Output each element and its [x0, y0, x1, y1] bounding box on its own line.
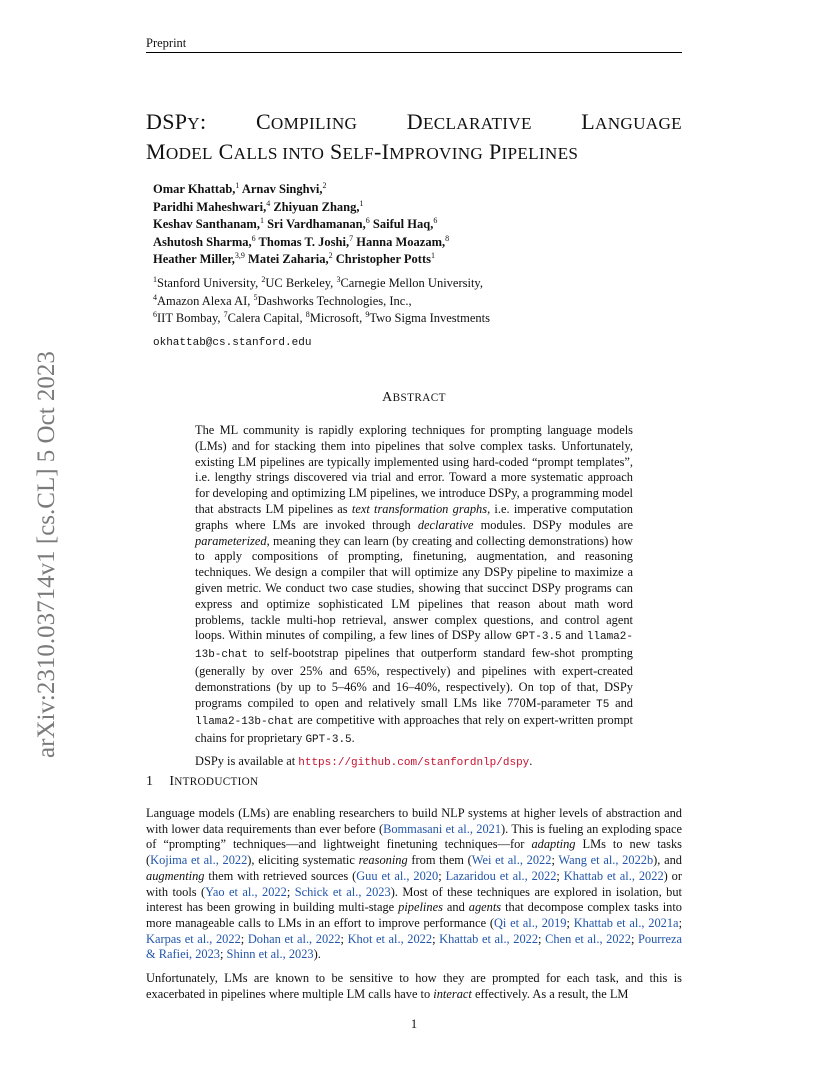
- citation-link[interactable]: Wang et al., 2022b: [558, 853, 654, 868]
- author-name: Heather Miller,: [153, 252, 235, 266]
- citation-link[interactable]: Wei et al., 2022: [471, 853, 552, 868]
- affiliation-name: Calera Capital,: [227, 311, 303, 325]
- citation-link[interactable]: Schick et al., 2023: [294, 884, 391, 899]
- emphasis: adapting: [531, 837, 576, 852]
- emphasis: augmenting: [146, 868, 205, 883]
- author-affiliation-mark: 1: [259, 216, 264, 225]
- author-name: Matei Zaharia,: [248, 252, 329, 266]
- header-rule: [146, 52, 682, 53]
- author-name: Zhiyuan Zhang,: [273, 199, 360, 214]
- text-run: ;: [240, 931, 248, 946]
- author-name: Saiful Haq,: [372, 217, 434, 231]
- affiliation-mark: 8: [305, 310, 310, 319]
- abstract-heading: ABSTRACT: [382, 390, 446, 405]
- affiliation-mark: 5: [253, 292, 258, 302]
- affiliation-mark: 3: [336, 275, 341, 284]
- author-affiliation-mark: 7: [349, 233, 354, 243]
- author-affiliation-mark: 6: [251, 233, 256, 243]
- author-name: Paridhi Maheshwari,: [153, 199, 267, 214]
- citation-link[interactable]: Yao et al., 2022: [205, 884, 287, 899]
- affiliation-name: UC Berkeley,: [265, 276, 334, 290]
- running-header: Preprint: [146, 36, 187, 50]
- text-run: ), eliciting systematic: [247, 853, 359, 868]
- affiliation-name: Stanford University,: [157, 276, 259, 290]
- emphasis: interact: [433, 986, 472, 1001]
- emphasis: agents: [468, 900, 502, 915]
- text-run: ;: [551, 853, 559, 868]
- text-run: ). This is fueling an exploding space of “prompting” techniques—and lightweight finetuning techniques—for: [146, 821, 682, 852]
- text-run: from them (: [407, 853, 472, 868]
- author-affiliation-mark: 3,9: [234, 251, 245, 260]
- affiliation-mark: 4: [153, 292, 157, 302]
- affiliation-name: Two Sigma Investments: [369, 311, 490, 325]
- page-number: 1: [410, 1017, 418, 1031]
- citation-link[interactable]: Khattab et al., 2022: [563, 868, 664, 883]
- affiliation-mark: 7: [223, 310, 228, 319]
- citation-link[interactable]: Qi et al., 2019: [493, 915, 567, 930]
- citation-link[interactable]: Khattab et al., 2022: [439, 931, 539, 946]
- author-name: Hanna Moazam,: [356, 234, 446, 249]
- author-affiliation-mark: 1: [235, 181, 240, 190]
- citation-link[interactable]: Karpas et al., 2022: [146, 931, 241, 946]
- text-run: and: [442, 900, 469, 915]
- text-run: LMs to new tasks (: [146, 837, 682, 868]
- arxiv-id: arXiv:2310.03714v1 [cs.CL] 5 Oct 2023: [33, 351, 60, 758]
- emphasis: reasoning: [358, 853, 408, 868]
- intro-paragraph-2: [146, 971, 682, 1002]
- affiliation-mark: 6: [153, 310, 157, 319]
- affiliation-mark: 2: [261, 275, 266, 284]
- availability-note: DSPy is available at https://github.com/stanfordnlp/dspy.: [195, 753, 533, 769]
- citation-link[interactable]: Pourreza & Rafiei, 2023: [146, 931, 683, 962]
- citation-link[interactable]: Bommasani et al., 2021: [383, 821, 502, 836]
- text-run: ), and: [653, 853, 682, 868]
- author-name: Christopher Potts: [335, 252, 431, 266]
- citation-link[interactable]: Khattab et al., 2021a: [573, 915, 679, 930]
- author-affiliation-mark: 8: [445, 233, 450, 243]
- text-run: ;: [432, 931, 440, 946]
- github-link[interactable]: https://github.com/stanfordnlp/dspy: [298, 756, 530, 769]
- text-run: ).: [313, 947, 321, 962]
- author-affiliation-mark: 2: [322, 181, 327, 190]
- text-run: ) or with tools (: [146, 868, 683, 899]
- citation-link[interactable]: Guu et al., 2020: [356, 868, 439, 883]
- text-run: ;: [220, 947, 227, 962]
- text-run: that decompose complex tasks into more manageable calls to LMs in an effort to improve performance (: [146, 900, 683, 930]
- citation-link[interactable]: Dohan et al., 2022: [247, 931, 341, 946]
- arxiv-stamp: [33, 298, 61, 758]
- citation-link[interactable]: Lazaridou et al., 2022: [445, 868, 557, 883]
- affiliation-mark: 9: [365, 310, 370, 319]
- introduction-body: [146, 806, 682, 1010]
- author-name: Keshav Santhanam,: [153, 217, 260, 231]
- author-affiliation-mark: 1: [359, 198, 364, 208]
- text-run: Unfortunately, LMs are known to be sensitive to how they are prompted for each task, and this is exacerbated in pipelines where multiple LM calls have to: [146, 971, 682, 1001]
- text-run: ). Most of these techniques are explored in isolation, but interest has been growing in building multi-stage: [146, 884, 682, 915]
- author-affiliation-mark: 1: [430, 251, 435, 260]
- citation-link[interactable]: Kojima et al., 2022: [150, 853, 248, 868]
- affiliation-name: Carnegie Mellon University,: [340, 276, 483, 290]
- text-run: ;: [566, 915, 574, 930]
- text-run: them with retrieved sources (: [204, 868, 357, 883]
- text-run: ;: [556, 868, 564, 883]
- affiliation-name: IIT Bombay,: [157, 311, 221, 325]
- text-run: ;: [438, 868, 446, 883]
- author-affiliation-mark: 2: [328, 251, 333, 260]
- citation-link[interactable]: Shinn et al., 2023: [226, 947, 314, 962]
- text-run: ;: [286, 884, 295, 899]
- text-run: ;: [538, 931, 546, 946]
- author-name: Ashutosh Sharma,: [153, 234, 252, 249]
- affiliation-name: Microsoft,: [309, 311, 363, 325]
- author-affiliation-mark: 4: [266, 198, 271, 208]
- author-name: Sri Vardhamanan,: [267, 217, 366, 231]
- author-list: [153, 181, 449, 269]
- citation-link[interactable]: Khot et al., 2022: [347, 931, 433, 946]
- contact-email[interactable]: okhattab@cs.stanford.edu: [153, 337, 312, 349]
- paper-title: DSPY: COMPILING DECLARATIVE LANGUAGE MODEL CALLS INTO SELF-IMPROVING PIPELINES: [146, 109, 682, 164]
- text-run: ;: [678, 915, 683, 930]
- section-heading-introduction: 1 INTRODUCTION: [146, 774, 259, 789]
- author-name: Arnav Singhvi,: [241, 182, 323, 196]
- abstract-paragraph: The ML community is rapidly exploring techniques for prompting language models (LMs) and for stacking them into pipelines that solve complex tasks. Unfortunately, existing LM pipelines are typically implemented using hard-coded “prompt templates”, i.e. lengthy strings discovered via trial and error. Toward a more systematic approach for developing and optimizing LM pipelines, we introduce DSPy, a programming model that abstracts LM pipelines as text transformation graphs, i.e. imperative computation graphs where LMs are invoked through declarative modules. DSPy modules are parameterized, meaning they can learn (by creating and collecting demonstrations) how to apply compositions of prompting, finetuning, augmentation, and reasoning techniques. We design a compiler that will optimize any DSPy pipeline to maximize a given metric. We conduct two case studies, showing that succinct DSPy programs can express and optimize sophisticated LM pipelines that reason about math word problems, tackle multi-hop retrieval, answer complex questions, and control agent loops. Within minutes of compiling, a few lines of DSPy allow GPT-3.5 and llama2-13b-chat to self-bootstrap pipelines that outperform standard few-shot prompting (generally by over 25% and 65%, respectively) and pipelines with expert-created demonstrations (by up to 5–46% and 16–40%, respectively). On top of that, DSPy programs compiled to open and relatively small LMs like 770M-parameter T5 and llama2-13b-chat are competitive with approaches that rely on expert-written prompt chains for proprietary GPT-3.5.: [195, 423, 634, 747]
- author-name: Thomas T. Joshi,: [258, 234, 350, 249]
- text-run: Language models (LMs) are enabling researchers to build NLP systems at higher levels of abstraction and with lower data requirements than ever before (: [146, 806, 682, 836]
- text-run: effectively. As a result, the LM: [471, 986, 629, 1001]
- emphasis: pipelines: [398, 900, 443, 915]
- affiliation-name: Amazon Alexa AI,: [157, 293, 251, 308]
- author-affiliation-mark: 6: [433, 216, 438, 225]
- affiliation-list: [153, 275, 490, 328]
- citation-link[interactable]: Chen et al., 2022: [545, 931, 631, 946]
- intro-paragraph-1: [146, 806, 682, 963]
- text-run: ;: [340, 931, 348, 946]
- affiliation-mark: 1: [153, 275, 157, 284]
- text-run: ;: [630, 931, 639, 946]
- abstract-body: [195, 423, 633, 772]
- affiliation-name: Dashworks Technologies, Inc.,: [257, 293, 412, 308]
- author-affiliation-mark: 6: [365, 216, 370, 225]
- author-name: Omar Khattab,: [153, 182, 236, 196]
